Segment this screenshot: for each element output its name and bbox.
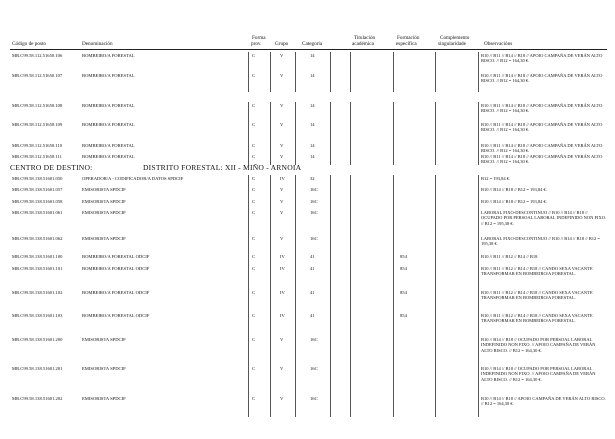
post-code: MR.C99.58.138.51601.202 (12, 396, 63, 401)
column-divider (248, 235, 249, 253)
observacions: B10 // B11 // B14 // B18 // APOIO CAMPAÑA DE VERÁN ALTO RISCO. // B12 = 164,30 €. (481, 73, 603, 84)
forma-prov: C (252, 199, 256, 204)
column-divider (330, 312, 331, 336)
post-code: MR.C99.58.112.51650.107 (12, 73, 63, 78)
column-divider (435, 312, 436, 336)
column-divider (248, 121, 249, 142)
column-divider (435, 336, 436, 365)
column-divider (350, 142, 351, 153)
forma-prov: C (252, 396, 256, 401)
column-divider (435, 52, 436, 72)
forma-prov: C (252, 143, 256, 148)
column-divider (270, 265, 271, 289)
column-divider (350, 121, 351, 142)
grupo: V (280, 396, 284, 401)
categoria: 41 (310, 254, 315, 259)
column-divider (270, 72, 271, 92)
column-divider (435, 289, 436, 312)
post-code: MR.C99.58.112.51650.108 (12, 103, 63, 108)
column-divider (270, 121, 271, 142)
post-name: BOMBEIRO/A FORESTAL ODCIF (82, 313, 150, 318)
column-divider (330, 186, 331, 198)
forma-prov: C (252, 53, 256, 58)
section-heading (10, 163, 302, 172)
grupo: V (280, 187, 284, 192)
column-divider (248, 52, 249, 72)
column-divider (350, 253, 351, 265)
column-divider (435, 209, 436, 235)
column-divider (330, 253, 331, 265)
grupo: V (280, 199, 284, 204)
column-divider (295, 209, 296, 235)
categoria: 14 (310, 53, 315, 58)
categoria: 14 (310, 143, 315, 148)
column-divider (248, 395, 249, 417)
column-divider (435, 153, 436, 165)
column-divider (330, 336, 331, 365)
column-divider (435, 265, 436, 289)
column-divider (295, 121, 296, 142)
post-name: EMISORISTA SPDCIF (82, 396, 126, 401)
post-code: MR.C99.58.112.51650.110 (12, 143, 63, 148)
column-divider (393, 153, 394, 165)
post-name: EMISORISTA SPDCIF (82, 236, 126, 241)
observacions: B10 // B14 // B18 // APOIO CAMPAÑA DE VERÁN ALTO RISCO. // B12 = 164,30 €. (481, 396, 606, 407)
observacions: B10 // B14 // B18 // B12 = 193,84 €. (481, 187, 547, 192)
header-formacion-line2: específica (396, 41, 417, 47)
column-divider (435, 253, 436, 265)
categoria: 16C (310, 199, 318, 204)
column-divider (393, 121, 394, 142)
post-name: BOMBEIRO/A FORESTAL (82, 103, 135, 108)
column-divider (478, 72, 479, 92)
forma-prov: C (252, 176, 256, 181)
observacions: B10 // B11 // B12 // B14 // B18 // CANDO SEXA VACANTE TRANSFORMAR EN BOMBEIRO/A FORESTAL. (481, 290, 593, 301)
grupo: V (280, 73, 284, 78)
forma-prov: C (252, 254, 256, 259)
observacions: B10 // B11 // B14 // B18 // APOIO CAMPAÑA DE VERÁN ALTO RISCO. // B12 = 164,30 €. (481, 143, 603, 154)
header-denominacion: Denominación (82, 41, 113, 47)
observacions: B10 // B14 // B18 // OCUPADO POR PERSOAL LABORAL INDEFINIDO NON FIXO. // APOIO CAMPAÑA DE VERÁN ALTO RISCO. // B12 = 164,30 €. (481, 337, 596, 353)
post-name: EMISORISTA SPDCIF (82, 199, 126, 204)
categoria: 41 (310, 313, 315, 318)
column-divider (350, 265, 351, 289)
header-categoria: Categoría (302, 41, 323, 47)
post-name: BOMBEIRO/A FORESTAL ODCIF (82, 266, 150, 271)
forma-prov: C (252, 103, 256, 108)
column-divider (270, 198, 271, 209)
post-name: BOMBEIRO/A FORESTAL ODCIF (82, 254, 150, 259)
column-divider (350, 175, 351, 186)
post-name: BOMBEIRO/A FORESTAL (82, 73, 135, 78)
forma-prov: C (252, 366, 256, 371)
grupo: V (280, 337, 284, 342)
column-divider (393, 312, 394, 336)
categoria: 14 (310, 122, 315, 127)
column-divider (478, 121, 479, 142)
header-formacion-line1: Formación (397, 35, 420, 41)
column-divider (295, 253, 296, 265)
grupo: IV (280, 290, 285, 295)
post-name: BOMBEIRO/A FORESTAL (82, 154, 135, 159)
column-divider (248, 289, 249, 312)
column-divider (295, 336, 296, 365)
column-divider (478, 253, 479, 265)
grupo: V (280, 236, 284, 241)
header-forma-line1: Forma (252, 35, 266, 41)
forma-prov: C (252, 210, 256, 215)
observacions: B12 = 193,84 €. (481, 176, 511, 181)
observacions: B10 // B14 // B18 // B12 = 193,84 €. (481, 199, 547, 204)
column-divider (248, 175, 249, 186)
column-divider (270, 52, 271, 72)
column-divider (270, 365, 271, 395)
categoria: 16C (310, 337, 318, 342)
post-code: MR.C99.58.138.51601.103 (12, 313, 63, 318)
grupo: IV (280, 176, 285, 181)
forma-prov: C (252, 236, 256, 241)
column-divider (295, 102, 296, 121)
grupo: V (280, 103, 284, 108)
column-divider (270, 102, 271, 121)
column-divider (270, 175, 271, 186)
column-divider (435, 121, 436, 142)
column-divider (393, 72, 394, 92)
column-divider (350, 336, 351, 365)
grupo: IV (280, 266, 285, 271)
column-divider (435, 365, 436, 395)
column-divider (478, 186, 479, 198)
column-divider (248, 312, 249, 336)
column-divider (330, 153, 331, 165)
grupo: IV (280, 254, 285, 259)
column-divider (478, 198, 479, 209)
post-name: BOMBEIRO/A FORESTAL (82, 122, 135, 127)
forma-prov: C (252, 122, 256, 127)
categoria: 16C (310, 236, 318, 241)
column-divider (478, 365, 479, 395)
column-divider (393, 175, 394, 186)
post-code: MR.C99.58.138.51601.200 (12, 337, 63, 342)
post-name: BOMBEIRO/A FORESTAL ODCIF (82, 290, 150, 295)
column-divider (330, 265, 331, 289)
categoria: 16C (310, 366, 318, 371)
post-code: MR.C99.58.138.51601.102 (12, 290, 63, 295)
categoria: 41 (310, 290, 315, 295)
column-divider (478, 265, 479, 289)
column-divider (270, 153, 271, 165)
column-divider (248, 198, 249, 209)
column-divider (393, 186, 394, 198)
column-divider (270, 235, 271, 253)
column-divider (295, 142, 296, 153)
column-divider (295, 265, 296, 289)
column-divider (248, 365, 249, 395)
grupo: V (280, 154, 284, 159)
column-divider (350, 52, 351, 72)
column-divider (330, 142, 331, 153)
post-name: BOMBEIRO/A FORESTAL (82, 53, 135, 58)
column-divider (350, 186, 351, 198)
column-divider (270, 289, 271, 312)
column-divider (248, 336, 249, 365)
header-complemento-line1: Complemento (440, 35, 470, 41)
column-divider (350, 312, 351, 336)
column-divider (350, 102, 351, 121)
column-divider (270, 142, 271, 153)
column-divider (393, 198, 394, 209)
column-divider (295, 235, 296, 253)
post-code: MR.C99.58.112.51650.106 (12, 53, 63, 58)
column-divider (435, 235, 436, 253)
post-name: BOMBEIRO/A FORESTAL (82, 143, 135, 148)
categoria: 14 (310, 103, 315, 108)
formacion-especifica: 854 (400, 266, 407, 271)
column-divider (478, 395, 479, 417)
forma-prov: C (252, 154, 256, 159)
column-divider (330, 365, 331, 395)
grupo: IV (280, 313, 285, 318)
column-divider (393, 253, 394, 265)
section-label: CENTRO DE DESTINO: (10, 163, 93, 172)
forma-prov: C (252, 187, 256, 192)
column-divider (248, 186, 249, 198)
categoria: 16C (310, 396, 318, 401)
column-divider (393, 289, 394, 312)
column-divider (248, 253, 249, 265)
column-divider (330, 52, 331, 72)
header-grupo: Grupo (275, 41, 289, 47)
column-divider (478, 175, 479, 186)
column-divider (248, 142, 249, 153)
post-code: MR.C99.58.138.51601.201 (12, 366, 63, 371)
column-divider (478, 312, 479, 336)
column-divider (478, 52, 479, 72)
column-divider (393, 52, 394, 72)
column-divider (350, 153, 351, 165)
column-divider (435, 175, 436, 186)
column-divider (330, 289, 331, 312)
post-code: MR.C99.58.138.51601.058 (12, 199, 63, 204)
column-divider (270, 312, 271, 336)
column-divider (330, 209, 331, 235)
column-divider (393, 365, 394, 395)
column-divider (393, 209, 394, 235)
observacions: LABORAL FIXO-DESCONTINUO // B10 // B14 // B18 // B12 = 195,38 €. (481, 236, 600, 247)
grupo: V (280, 122, 284, 127)
column-divider (350, 209, 351, 235)
categoria: 16C (310, 210, 318, 215)
column-divider (295, 175, 296, 186)
observacions: LABORAL FIXO-DESCONTINUO // B10 // B14 // B18 // OCUPADO POR PERSOAL LABORAL INDEFINIDO NON FIXO. // B12 = 195,38 €. (481, 210, 607, 226)
categoria: 16C (310, 187, 318, 192)
header-rule (10, 49, 607, 50)
column-divider (478, 102, 479, 121)
column-divider (295, 186, 296, 198)
header-codigo: Código de posto (12, 41, 47, 47)
forma-prov: C (252, 290, 256, 295)
post-code: MR.C99.58.138.51601.050 (12, 176, 63, 181)
observacions: B10 // B11 // B14 // B18 // APOIO CAMPAÑA DE VERÁN ALTO RISCO. // B12 = 164,30 €. (481, 103, 603, 114)
column-divider (270, 253, 271, 265)
column-divider (350, 395, 351, 417)
grupo: V (280, 53, 284, 58)
column-divider (295, 52, 296, 72)
categoria: 41 (310, 266, 315, 271)
column-divider (248, 265, 249, 289)
column-divider (330, 175, 331, 186)
column-divider (393, 235, 394, 253)
column-divider (295, 395, 296, 417)
categoria: 14 (310, 154, 315, 159)
column-divider (478, 142, 479, 153)
observacions: B10 // B11 // B14 // B18 // APOIO CAMPAÑA DE VERÁN ALTO RISCO. // B12 = 164,30 €. (481, 53, 603, 64)
post-name: EMISORISTA SPDCIF (82, 210, 126, 215)
column-divider (270, 336, 271, 365)
post-name: EMISORISTA SPDCIF (82, 366, 126, 371)
column-divider (248, 153, 249, 165)
column-divider (295, 365, 296, 395)
forma-prov: C (252, 337, 256, 342)
observacions: B10 // B11 // B12 // B14 // B18 // CANDO SEXA VACANTE TRANSFORMAR EN BOMBEIRO/A FORESTAL. (481, 266, 593, 277)
column-divider (435, 186, 436, 198)
column-divider (295, 72, 296, 92)
grupo: V (280, 366, 284, 371)
column-divider (435, 102, 436, 121)
column-divider (330, 102, 331, 121)
header-titulacion-line1: Titulación (354, 35, 376, 41)
grupo: V (280, 210, 284, 215)
categoria: 14 (310, 73, 315, 78)
column-divider (478, 209, 479, 235)
column-divider (248, 209, 249, 235)
column-divider (295, 312, 296, 336)
column-divider (330, 72, 331, 92)
column-divider (435, 72, 436, 92)
column-divider (435, 395, 436, 417)
post-name: EMISORISTA SPDCIF (82, 337, 126, 342)
column-divider (270, 209, 271, 235)
column-divider (350, 289, 351, 312)
post-code: MR.C99.58.138.51601.100 (12, 254, 63, 259)
section-district: DISTRITO FORESTAL: XII - MIÑO - ARNOIA (143, 163, 302, 172)
column-divider (478, 336, 479, 365)
column-divider (248, 72, 249, 92)
forma-prov: C (252, 313, 256, 318)
header-forma-line2: prov. (251, 41, 262, 47)
column-divider (435, 198, 436, 209)
column-divider (393, 336, 394, 365)
post-code: MR.C99.58.112.51650.111 (12, 154, 62, 159)
column-divider (295, 198, 296, 209)
post-code: MR.C99.58.138.51601.101 (12, 266, 63, 271)
categoria: 32 (310, 176, 315, 181)
forma-prov: C (252, 266, 256, 271)
formacion-especifica: 854 (400, 254, 407, 259)
post-code: MR.C99.58.112.51650.109 (12, 122, 63, 127)
post-code: MR.C99.58.138.51601.057 (12, 187, 63, 192)
formacion-especifica: 854 (400, 290, 407, 295)
observacions: B10 // B11 // B12 // B14 // B18 // CANDO SEXA VACANTE TRANSFORMAR EN BOMBEIRO/A FORESTAL. (481, 313, 593, 324)
column-divider (393, 102, 394, 121)
forma-prov: C (252, 73, 256, 78)
column-divider (295, 289, 296, 312)
column-divider (393, 142, 394, 153)
column-divider (350, 365, 351, 395)
column-divider (478, 289, 479, 312)
column-divider (393, 395, 394, 417)
post-code: MR.C99.58.138.51601.061 (12, 210, 63, 215)
column-divider (270, 186, 271, 198)
column-divider (478, 153, 479, 165)
column-divider (330, 198, 331, 209)
column-divider (330, 121, 331, 142)
post-name: EMISORISTA SPDCIF (82, 187, 126, 192)
column-divider (270, 395, 271, 417)
column-divider (478, 235, 479, 253)
observacions: B10 // B14 // B18 // OCUPADO POR PERSOAL LABORAL INDEFINIDO NON FIXO. // APOIO CAMPAÑA DE VERÁN ALTO RISCO. // B12 = 164,30 €. (481, 366, 596, 382)
header-titulacion-line2: académica (352, 41, 374, 47)
grupo: V (280, 143, 284, 148)
observacions: B10 // B11 // B12 // B14 // B18 (481, 254, 538, 259)
column-divider (435, 142, 436, 153)
column-divider (350, 198, 351, 209)
column-divider (295, 153, 296, 165)
observacions: B10 // B11 // B14 // B18 // APOIO CAMPAÑA DE VERÁN ALTO RISCO. // B12 = 164,30 €. (481, 122, 603, 133)
post-code: MR.C99.58.138.51601.062 (12, 236, 63, 241)
formacion-especifica: 854 (400, 313, 407, 318)
column-divider (330, 235, 331, 253)
observacions: B10 // B11 // B14 // B18 // APOIO CAMPAÑA DE VERÁN ALTO RISCO. // B12 = 164,30 €. (481, 154, 603, 165)
column-divider (393, 265, 394, 289)
post-name: OPERADOR/A - CODIFICADOR/A DATOS SPDCIF (82, 176, 184, 181)
header-observacions: Observacións (484, 41, 513, 47)
column-divider (350, 72, 351, 92)
header-complemento-line2: singularidade (438, 41, 466, 47)
column-divider (330, 395, 331, 417)
column-divider (350, 235, 351, 253)
column-divider (248, 102, 249, 121)
